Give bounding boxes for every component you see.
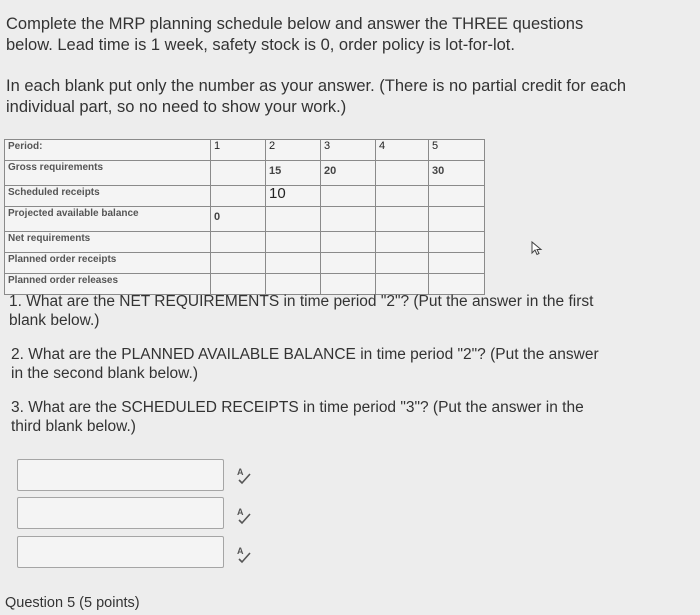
question-3-text: 3. What are the SCHEDULED RECEIPTS in time period "3"? (Put the answer in the third blank below.)	[11, 399, 584, 435]
mrp-schedule-table	[4, 139, 485, 295]
period-2: 2	[266, 140, 321, 161]
row-label: Net requirements	[5, 232, 211, 253]
row-label: Period:	[5, 140, 211, 161]
svg-text:A: A	[237, 467, 244, 477]
table-cell-initial-balance: 0	[211, 207, 266, 232]
period-5: 5	[429, 140, 485, 161]
instructions-note: In each blank put only the number as your answer. (There is no partial credit for each individual part, so no need to show your work.)	[6, 77, 626, 116]
row-planned-order-receipts	[5, 253, 485, 274]
table-cell	[321, 253, 376, 274]
period-4: 4	[376, 140, 429, 161]
row-label: Projected available balance	[5, 207, 211, 232]
question-footer	[5, 595, 140, 611]
svg-text:A: A	[237, 507, 244, 517]
table-cell	[211, 253, 266, 274]
table-cell	[266, 253, 321, 274]
table-cell: 30	[429, 161, 485, 186]
table-cell	[211, 161, 266, 186]
table-cell	[376, 186, 429, 207]
table-cell	[429, 232, 485, 253]
instructions-paragraph: Complete the MRP planning schedule below and answer the THREE questions below. Lead time is 1 week, safety stock is 0, order policy is lot-for-lot.	[6, 15, 584, 54]
table-cell	[321, 232, 376, 253]
table-cell	[321, 186, 376, 207]
spellcheck-icon[interactable]	[235, 466, 255, 486]
table-cell	[376, 161, 429, 186]
table-cell	[429, 207, 485, 232]
row-label: Planned order releases	[5, 274, 211, 295]
answer-input-2[interactable]	[17, 497, 224, 529]
answer-input-3[interactable]	[17, 536, 224, 568]
table-cell	[266, 207, 321, 232]
spellcheck-icon[interactable]	[235, 506, 255, 526]
table-cell	[376, 207, 429, 232]
row-period	[5, 140, 485, 161]
table-cell	[211, 232, 266, 253]
table-cell	[376, 253, 429, 274]
row-gross-requirements	[5, 161, 485, 186]
table-cell	[266, 232, 321, 253]
table-cell: 15	[266, 161, 321, 186]
table-cell	[429, 186, 485, 207]
question-number: Question 5	[5, 595, 76, 611]
table-cell	[321, 207, 376, 232]
mouse-cursor-icon	[528, 240, 544, 256]
svg-text:A: A	[237, 546, 244, 556]
row-label: Gross requirements	[5, 161, 211, 186]
row-scheduled-receipts	[5, 186, 485, 207]
table-cell	[376, 232, 429, 253]
row-label: Scheduled receipts	[5, 186, 211, 207]
row-net-requirements	[5, 232, 485, 253]
row-projected-available-balance	[5, 207, 485, 232]
row-label: Planned order receipts	[5, 253, 211, 274]
question-points: (5 points)	[79, 595, 140, 611]
table-cell	[429, 253, 485, 274]
table-cell: 10	[266, 186, 321, 207]
period-3: 3	[321, 140, 376, 161]
table-cell	[211, 186, 266, 207]
question-2-text: 2. What are the PLANNED AVAILABLE BALANCE in time period "2"? (Put the answer in the second blank below.)	[11, 346, 599, 382]
answer-input-1[interactable]	[17, 459, 224, 491]
question-1-text: 1. What are the NET REQUIREMENTS in time period "2"? (Put the answer in the first blank below.)	[9, 293, 594, 329]
period-1: 1	[211, 140, 266, 161]
table-cell: 20	[321, 161, 376, 186]
spellcheck-icon[interactable]	[235, 545, 255, 565]
